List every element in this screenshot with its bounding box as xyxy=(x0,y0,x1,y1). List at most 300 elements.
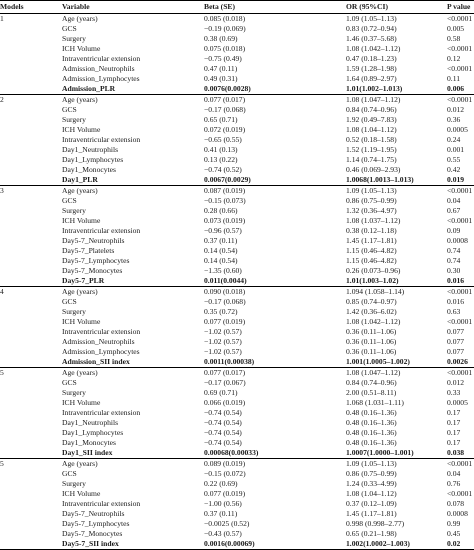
p-value-cell: 0.005 xyxy=(447,24,465,33)
model-cell xyxy=(0,327,62,337)
p-value-cell: <0.0001 xyxy=(447,64,473,73)
model-cell xyxy=(0,175,62,186)
table-row xyxy=(0,509,474,519)
model-cell: 1 xyxy=(0,14,62,25)
or-cell: 1.08 (1.037–1.12) xyxy=(346,216,401,225)
model-cell xyxy=(0,418,62,428)
beta-cell: −0.43 (0.57) xyxy=(204,529,242,538)
variable-cell: ICH Volume xyxy=(62,317,101,326)
or-cell: 0.48 (0.16–1.36) xyxy=(346,408,397,417)
table-row xyxy=(0,368,474,379)
or-cell: 1.094 (1.058–1.14) xyxy=(346,287,447,298)
or-cell: 1.0007(1.0000–1.001) xyxy=(346,448,414,457)
p-value-cell: 0.55 xyxy=(447,155,461,164)
variable-cell: ICH Volume xyxy=(62,489,101,498)
table-row xyxy=(0,206,474,216)
or-cell: 0.36 (0.11–1.06) xyxy=(346,337,397,346)
p-value-cell: 0.24 xyxy=(447,135,461,144)
variable-cell: Age (years) xyxy=(62,368,204,379)
table-body xyxy=(0,14,474,550)
or-cell: 1.24 (0.33–4.99) xyxy=(346,479,397,488)
model-cell xyxy=(0,105,62,115)
beta-cell: −1.02 (0.57) xyxy=(204,337,242,346)
beta-cell: 0.075 (0.018) xyxy=(204,44,246,53)
model-cell xyxy=(0,236,62,246)
or-cell: 0.48 (0.16–1.36) xyxy=(346,428,397,437)
beta-cell: 0.14 (0.54) xyxy=(204,246,238,255)
or-cell: 1.32 (0.36–4.97) xyxy=(346,206,397,215)
table-row xyxy=(0,115,474,125)
or-cell: 1.08 (1.042–1.12) xyxy=(346,44,401,53)
header-p-value: P value xyxy=(447,1,474,14)
beta-cell: 0.0011(0.00038) xyxy=(204,357,255,366)
variable-cell: Surgery xyxy=(62,479,86,488)
variable-cell: Day5-7_Lymphocytes xyxy=(62,519,130,528)
beta-cell: −0.74 (0.52) xyxy=(204,165,242,174)
beta-cell: 0.077 (0.019) xyxy=(204,489,246,498)
p-value-cell: 0.76 xyxy=(447,479,461,488)
beta-cell: 0.47 (0.11) xyxy=(204,64,238,73)
variable-cell: Age (years) xyxy=(62,186,204,197)
p-value-cell: 0.74 xyxy=(447,256,461,265)
p-value-cell: 0.001 xyxy=(447,145,465,154)
variable-cell: Day5-7_Monocytes xyxy=(62,266,123,275)
table-row xyxy=(0,256,474,266)
or-cell: 1.46 (0.37–5.68) xyxy=(346,34,397,43)
p-value-cell: 0.17 xyxy=(447,418,461,427)
beta-cell: −0.65 (0.55) xyxy=(204,135,242,144)
p-value-cell: 0.09 xyxy=(447,226,461,235)
table-row xyxy=(0,175,474,186)
or-cell: 1.42 (0.36–6.02) xyxy=(346,307,397,316)
table-row xyxy=(0,186,474,197)
p-value-cell: 0.30 xyxy=(447,266,461,275)
table-row xyxy=(0,519,474,529)
model-cell xyxy=(0,428,62,438)
model-cell xyxy=(0,408,62,418)
or-cell: 1.09 (1.05–1.13) xyxy=(346,459,447,470)
model-cell xyxy=(0,509,62,519)
table-row xyxy=(0,307,474,317)
model-cell xyxy=(0,74,62,84)
model-cell xyxy=(0,145,62,155)
table-row xyxy=(0,539,474,550)
model-cell xyxy=(0,206,62,216)
variable-cell: GCS xyxy=(62,378,77,387)
variable-cell: Intraventricular extension xyxy=(62,54,141,63)
or-cell: 0.37 (0.12–1.09) xyxy=(346,499,397,508)
p-value-cell: <0.0001 xyxy=(447,287,473,296)
or-cell: 1.15 (0.46–4.82) xyxy=(346,246,397,255)
model-cell xyxy=(0,256,62,266)
table-row xyxy=(0,408,474,418)
or-cell: 1.08 (1.04–1.12) xyxy=(346,125,397,134)
p-value-cell: 0.016 xyxy=(447,297,465,306)
table-row xyxy=(0,236,474,246)
or-cell: 1.0068(1.0013–1.013) xyxy=(346,175,414,184)
variable-cell: Admission_SII index xyxy=(62,357,130,366)
variable-cell: Admission_Neutrophils xyxy=(62,337,135,346)
variable-cell: Admission_Lymphocytes xyxy=(62,347,140,356)
table-row xyxy=(0,297,474,307)
table-row xyxy=(0,438,474,448)
beta-cell: −0.96 (0.57) xyxy=(204,226,242,235)
or-cell: 0.83 (0.72–0.94) xyxy=(346,24,397,33)
variable-cell: Day5-7_Lymphocytes xyxy=(62,256,130,265)
table-row xyxy=(0,84,474,95)
model-cell xyxy=(0,519,62,529)
beta-cell: −0.17 (0.067) xyxy=(204,378,246,387)
beta-cell: 0.69 (0.71) xyxy=(204,388,238,397)
table-row xyxy=(0,54,474,64)
beta-cell: 0.073 (0.019) xyxy=(204,216,246,225)
model-cell xyxy=(0,115,62,125)
p-value-cell: 0.077 xyxy=(447,347,465,356)
p-value-cell: <0.0001 xyxy=(447,317,473,326)
variable-cell: Day1_Lymphocytes xyxy=(62,155,124,164)
model-cell xyxy=(0,448,62,459)
model-cell xyxy=(0,125,62,135)
variable-cell: Day5-7_Neutrophils xyxy=(62,236,125,245)
table-row xyxy=(0,105,474,115)
p-value-cell: 0.11 xyxy=(447,74,461,83)
model-cell xyxy=(0,155,62,165)
beta-cell: 0.090 (0.018) xyxy=(204,287,346,298)
table-row xyxy=(0,287,474,298)
model-cell xyxy=(0,388,62,398)
beta-cell: 0.65 (0.71) xyxy=(204,115,238,124)
variable-cell: Intraventricular extension xyxy=(62,327,141,336)
beta-cell: −1.02 (0.57) xyxy=(204,347,242,356)
beta-cell: −0.74 (0.54) xyxy=(204,408,242,417)
or-cell: 1.08 (1.042–1.12) xyxy=(346,317,401,326)
table-row xyxy=(0,428,474,438)
table-row xyxy=(0,378,474,388)
table-row xyxy=(0,216,474,226)
table-row xyxy=(0,226,474,236)
p-value-cell: 0.0005 xyxy=(447,125,468,134)
table-row xyxy=(0,125,474,135)
p-value-cell: 0.0008 xyxy=(447,236,468,245)
beta-cell: 0.0076(0.0028) xyxy=(204,84,251,93)
p-value-cell: 0.04 xyxy=(447,196,461,205)
or-cell: 0.36 (0.11–1.06) xyxy=(346,327,397,336)
beta-cell: 0.072 (0.019) xyxy=(204,125,246,134)
table-row xyxy=(0,337,474,347)
model-cell xyxy=(0,54,62,64)
variable-cell: Day5-7_Neutrophils xyxy=(62,509,125,518)
variable-cell: Day1_SII index xyxy=(62,448,113,457)
p-value-cell: 0.038 xyxy=(447,448,465,457)
p-value-cell: <0.0001 xyxy=(447,186,473,195)
beta-cell: 0.37 (0.11) xyxy=(204,509,238,518)
variable-cell: GCS xyxy=(62,105,77,114)
variable-cell: Day5-7_SII index xyxy=(62,539,204,550)
or-cell: 1.14 (0.74–1.75) xyxy=(346,155,397,164)
table-row xyxy=(0,347,474,357)
p-value-cell: <0.0001 xyxy=(447,459,473,468)
or-cell: 0.998 (0.998–2.77) xyxy=(346,519,405,528)
variable-cell: Day1_PLR xyxy=(62,175,98,184)
table-row xyxy=(0,34,474,44)
p-value-cell: <0.0001 xyxy=(447,489,473,498)
table-row xyxy=(0,266,474,276)
beta-cell: −0.74 (0.54) xyxy=(204,428,242,437)
variable-cell: ICH Volume xyxy=(62,125,101,134)
model-cell xyxy=(0,539,62,550)
variable-cell: Day5-7_Monocytes xyxy=(62,529,123,538)
or-cell: 1.002(1.0002–1.003) xyxy=(346,539,447,550)
p-value-cell: <0.0001 xyxy=(447,14,473,23)
or-cell: 0.86 (0.75–0.99) xyxy=(346,469,397,478)
variable-cell: Surgery xyxy=(62,115,86,124)
model-cell xyxy=(0,378,62,388)
model-cell xyxy=(0,297,62,307)
beta-cell: 0.22 (0.69) xyxy=(204,479,238,488)
or-cell: 1.068 (1.031–1.11) xyxy=(346,398,404,407)
beta-cell: 0.38 (0.69) xyxy=(204,34,238,43)
variable-cell: Intraventricular extension xyxy=(62,408,141,417)
or-cell: 0.48 (0.16–1.36) xyxy=(346,418,397,427)
beta-cell: −0.17 (0.068) xyxy=(204,297,246,306)
model-cell xyxy=(0,196,62,206)
variable-cell: Day5-7_Platelets xyxy=(62,246,115,255)
variable-cell: Day5-7_PLR xyxy=(62,276,105,285)
variable-cell: Day1_Neutrophils xyxy=(62,145,119,154)
beta-cell: 0.49 (0.31) xyxy=(204,74,238,83)
variable-cell: ICH Volume xyxy=(62,216,101,225)
model-cell: 5 xyxy=(0,459,62,470)
variable-cell: ICH Volume xyxy=(62,44,101,53)
beta-cell: 0.077 (0.019) xyxy=(204,317,246,326)
table-row xyxy=(0,95,474,106)
beta-cell: −1.35 (0.60) xyxy=(204,266,242,275)
or-cell: 0.84 (0.74–0.96) xyxy=(346,105,397,114)
p-value-cell: 0.17 xyxy=(447,428,461,437)
or-cell: 1.92 (0.49–7.83) xyxy=(346,115,397,124)
model-cell xyxy=(0,24,62,34)
variable-cell: Day1_Monocytes xyxy=(62,165,116,174)
or-cell: 1.64 (0.89–2.97) xyxy=(346,74,397,83)
or-cell: 0.86 (0.75–0.99) xyxy=(346,196,397,205)
beta-cell: 0.00068(0.00033) xyxy=(204,448,259,457)
model-cell: 4 xyxy=(0,287,62,298)
or-cell: 0.38 (0.12–1.18) xyxy=(346,226,397,235)
or-cell: 1.59 (1.28–1.98) xyxy=(346,64,397,73)
beta-cell: 0.089 (0.019) xyxy=(204,459,346,470)
beta-cell: 0.14 (0.54) xyxy=(204,256,238,265)
beta-cell: 0.37 (0.11) xyxy=(204,236,238,245)
table-row xyxy=(0,388,474,398)
variable-cell: Age (years) xyxy=(62,287,204,298)
p-value-cell: 0.99 xyxy=(447,519,461,528)
beta-cell: −1.02 (0.57) xyxy=(204,327,242,336)
header-row xyxy=(0,1,474,14)
table-row xyxy=(0,74,474,84)
beta-cell: −0.74 (0.54) xyxy=(204,418,242,427)
p-value-cell: 0.078 xyxy=(447,499,465,508)
or-cell: 0.46 (0.069–2.93) xyxy=(346,165,401,174)
model-cell xyxy=(0,438,62,448)
model-cell xyxy=(0,347,62,357)
table-row xyxy=(0,448,474,459)
model-cell xyxy=(0,276,62,287)
beta-cell: −0.17 (0.068) xyxy=(204,105,246,114)
p-value-cell: 0.33 xyxy=(447,388,461,397)
variable-cell: Day1_Monocytes xyxy=(62,438,116,447)
beta-cell: −0.0025 (0.52) xyxy=(204,519,250,528)
model-cell: 5 xyxy=(0,368,62,379)
table-row xyxy=(0,64,474,74)
variable-cell: Admission_Lymphocytes xyxy=(62,74,140,83)
model-cell xyxy=(0,398,62,408)
table-row xyxy=(0,418,474,428)
model-cell xyxy=(0,44,62,54)
or-cell: 2.00 (0.51–8.11) xyxy=(346,388,397,397)
p-value-cell: 0.02 xyxy=(447,539,474,550)
variable-cell: Day1_Lymphocytes xyxy=(62,428,124,437)
beta-cell: −0.15 (0.072) xyxy=(204,469,246,478)
beta-cell: 0.41 (0.13) xyxy=(204,145,238,154)
model-cell xyxy=(0,84,62,95)
beta-cell: 0.0067(0.0029) xyxy=(204,175,251,184)
p-value-cell: 0.04 xyxy=(447,469,461,478)
table-row xyxy=(0,155,474,165)
table-row xyxy=(0,246,474,256)
variable-cell: Intraventricular extension xyxy=(62,135,141,144)
header-or: OR (95%CI) xyxy=(346,1,447,14)
p-value-cell: 0.45 xyxy=(447,529,461,538)
or-cell: 0.36 (0.11–1.06) xyxy=(346,347,397,356)
table-row xyxy=(0,24,474,34)
p-value-cell: 0.42 xyxy=(447,165,461,174)
or-cell: 0.47 (0.18–1.23) xyxy=(346,54,397,63)
or-cell: 1.001(1.0005–1.002) xyxy=(346,357,410,366)
model-cell xyxy=(0,226,62,236)
header-beta: Beta (SE) xyxy=(204,1,346,14)
or-cell: 1.15 (0.46–4.82) xyxy=(346,256,397,265)
or-cell: 0.85 (0.74–0.97) xyxy=(346,297,397,306)
model-cell xyxy=(0,469,62,479)
or-cell: 0.84 (0.74–0.96) xyxy=(346,378,397,387)
p-value-cell: 0.0008 xyxy=(447,509,468,518)
variable-cell: Surgery xyxy=(62,388,86,397)
model-cell xyxy=(0,266,62,276)
table-row xyxy=(0,276,474,287)
table-row xyxy=(0,44,474,54)
beta-cell: 0.0016(0.00069) xyxy=(204,539,346,550)
table-row xyxy=(0,357,474,368)
p-value-cell: <0.0001 xyxy=(447,216,473,225)
or-cell: 1.01(1.003–1.02) xyxy=(346,276,399,285)
p-value-cell: 0.012 xyxy=(447,378,465,387)
model-cell xyxy=(0,246,62,256)
table-row xyxy=(0,469,474,479)
variable-cell: Intraventricular extension xyxy=(62,226,141,235)
or-cell: 0.48 (0.16–1.36) xyxy=(346,438,397,447)
model-cell xyxy=(0,529,62,539)
or-cell: 1.01(1.002–1.013) xyxy=(346,84,403,93)
model-cell xyxy=(0,34,62,44)
p-value-cell: 0.016 xyxy=(447,276,465,285)
beta-cell: −0.19 (0.069) xyxy=(204,24,246,33)
p-value-cell: 0.0005 xyxy=(447,398,468,407)
p-value-cell: 0.12 xyxy=(447,54,461,63)
or-cell: 1.45 (1.17–1.81) xyxy=(346,236,397,245)
variable-cell: Day1_Neutrophils xyxy=(62,418,119,427)
p-value-cell: 0.012 xyxy=(447,105,465,114)
variable-cell: Age (years) xyxy=(62,14,204,25)
beta-cell: −0.75 (0.49) xyxy=(204,54,242,63)
variable-cell: Admission_Neutrophils xyxy=(62,64,135,73)
table-row xyxy=(0,398,474,408)
p-value-cell: 0.74 xyxy=(447,246,461,255)
header-variable: Variable xyxy=(62,1,204,14)
variable-cell: ICH Volume xyxy=(62,398,101,407)
model-cell: 2 xyxy=(0,95,62,106)
beta-cell: 0.13 (0.22) xyxy=(204,155,238,164)
or-cell: 1.09 (1.05–1.13) xyxy=(346,186,447,197)
or-cell: 0.65 (0.21–1.98) xyxy=(346,529,397,538)
model-cell xyxy=(0,499,62,509)
variable-cell: Surgery xyxy=(62,34,86,43)
table-row xyxy=(0,317,474,327)
variable-cell: Surgery xyxy=(62,206,86,215)
p-value-cell: 0.077 xyxy=(447,327,465,336)
p-value-cell: 0.019 xyxy=(447,175,465,184)
or-cell: 1.08 (1.04–1.12) xyxy=(346,489,397,498)
model-cell xyxy=(0,307,62,317)
beta-cell: 0.28 (0.66) xyxy=(204,206,238,215)
model-cell xyxy=(0,317,62,327)
beta-cell: −0.74 (0.54) xyxy=(204,438,242,447)
model-cell xyxy=(0,357,62,368)
beta-cell: 0.087 (0.019) xyxy=(204,186,346,197)
table-row xyxy=(0,499,474,509)
or-cell: 1.08 (1.047–1.12) xyxy=(346,368,447,379)
model-cell xyxy=(0,165,62,175)
model-cell: 3 xyxy=(0,186,62,197)
model-cell xyxy=(0,337,62,347)
table-row xyxy=(0,196,474,206)
or-cell: 1.09 (1.05–1.13) xyxy=(346,14,447,25)
variable-cell: Admission_PLR xyxy=(62,84,116,93)
variable-cell: Age (years) xyxy=(62,95,204,106)
variable-cell: Intraventricular extension xyxy=(62,499,141,508)
or-cell: 1.08 (1.047–1.12) xyxy=(346,95,447,106)
table-row xyxy=(0,479,474,489)
p-value-cell: 0.58 xyxy=(447,34,461,43)
variable-cell: Age (years) xyxy=(62,459,204,470)
variable-cell: Surgery xyxy=(62,307,86,316)
beta-cell: −1.00 (0.56) xyxy=(204,499,242,508)
model-cell xyxy=(0,479,62,489)
table-row xyxy=(0,459,474,470)
beta-cell: 0.011(0.0044) xyxy=(204,276,247,285)
header-models: Models xyxy=(0,1,62,14)
p-value-cell: <0.0001 xyxy=(447,95,473,104)
beta-cell: 0.066 (0.019) xyxy=(204,398,246,407)
p-value-cell: 0.0026 xyxy=(447,357,468,366)
p-value-cell: 0.36 xyxy=(447,115,461,124)
p-value-cell: 0.17 xyxy=(447,408,461,417)
table-row xyxy=(0,327,474,337)
beta-cell: 0.077 (0.017) xyxy=(204,95,346,106)
p-value-cell: 0.077 xyxy=(447,337,465,346)
p-value-cell: 0.67 xyxy=(447,206,461,215)
p-value-cell: 0.63 xyxy=(447,307,461,316)
p-value-cell: <0.0001 xyxy=(447,44,473,53)
